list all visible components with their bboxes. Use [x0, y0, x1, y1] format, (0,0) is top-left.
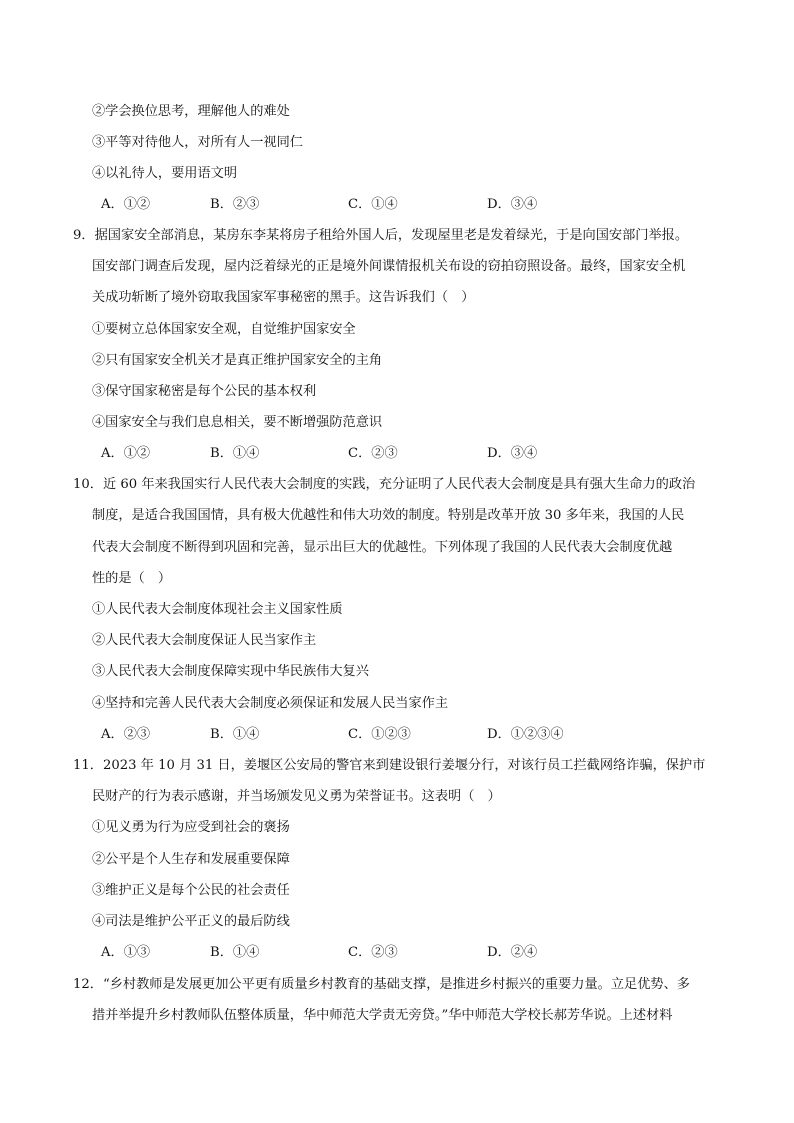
q9-choice-c[interactable]: C．②③	[348, 446, 398, 461]
q8-choice-c[interactable]: C．①④	[348, 197, 398, 212]
q11-stem-line-1: 11．2023 年 10 月 31 日，姜堰区公安局的警官来到建设银行姜堰分行，对该行员工拦截网络诈骗，保护市	[73, 758, 706, 773]
q10-option-2: ②人民代表大会制度保证人民当家作主	[92, 633, 317, 648]
q9-choice-a[interactable]: A．①②	[101, 446, 151, 461]
q9-choice-b[interactable]: B．①④	[210, 446, 260, 461]
q11-option-2: ②公平是个人生存和发展重要保障	[92, 852, 290, 867]
q9-stem-line-2: 国安部门调查后发现，屋内泛着绿光的正是境外间谍情报机关布设的窃拍窃照设备。最终，国家安全机	[92, 259, 686, 274]
q9-option-1: ①要树立总体国家安全观，自觉维护国家安全	[92, 322, 356, 337]
q10-stem-line-1: 10．近 60 年来我国实行人民代表大会制度的实践，充分证明了人民代表大会制度是具有强大生命力的政治	[73, 477, 696, 492]
q10-stem-line-2: 制度，是适合我国国情，具有极大优越性和伟大功效的制度。特别是改革开放 30 多年来，我国的人民	[92, 508, 685, 523]
q11-option-1: ①见义勇为行为应受到社会的褒扬	[92, 820, 290, 835]
q10-option-4: ④坚持和完善人民代表大会制度必须保证和发展人民当家作主	[92, 696, 449, 711]
q8-choice-a[interactable]: A．①②	[101, 197, 151, 212]
q10-stem-line-3: 代表大会制度不断得到巩固和完善，显示出巨大的优越性。下列体现了我国的人民代表大会制度优越	[92, 540, 673, 555]
q12-stem-line-2: 措并举提升乡村教师队伍整体质量，华中师范大学责无旁贷。”华中师范大学校长郝芳华说。上述材料	[92, 1008, 673, 1023]
q9-stem-line-1: 9．据国家安全部消息，某房东李某将房子租给外国人后，发现屋里老是发着绿光，于是向国安部门举报。	[73, 228, 689, 243]
q9-stem-line-3: 关成功斩断了境外窃取我国家军事秘密的黑手。这告诉我们（ ）	[92, 290, 475, 305]
q11-choice-a[interactable]: A．①③	[101, 945, 151, 960]
q9-option-2: ②只有国家安全机关才是真正维护国家安全的主角	[92, 353, 383, 368]
q11-stem-line-2: 民财产的行为表示感谢，并当场颁发见义勇为荣誉证书。这表明（ ）	[92, 789, 501, 804]
q10-choice-a[interactable]: A．②③	[101, 727, 151, 742]
q9-option-3: ③保守国家秘密是每个公民的基本权利	[92, 384, 317, 399]
q10-option-1: ①人民代表大会制度体现社会主义国家性质	[92, 602, 343, 617]
q9-option-4: ④国家安全与我们息息相关，要不断增强防范意识	[92, 415, 383, 430]
q11-choice-d[interactable]: D．②④	[487, 945, 538, 960]
q10-option-3: ③人民代表大会制度保障实现中华民族伟大复兴	[92, 664, 369, 679]
q10-choice-b[interactable]: B．①④	[210, 727, 260, 742]
q8-choice-d[interactable]: D．③④	[487, 197, 538, 212]
q10-choice-c[interactable]: C．①②③	[348, 727, 411, 742]
q9-choice-d[interactable]: D．③④	[487, 446, 538, 461]
q11-option-4: ④司法是维护公平正义的最后防线	[92, 914, 290, 929]
q10-stem-line-4: 性的是（ ）	[92, 571, 172, 586]
q12-stem-line-1: 12．“乡村教师是发展更加公平更有质量乡村教育的基础支撑，是推进乡村振兴的重要力量。立足优势、多	[73, 977, 690, 992]
q8-option-2: ②学会换位思考，理解他人的难处	[92, 104, 290, 119]
q11-option-3: ③维护正义是每个公民的社会责任	[92, 883, 290, 898]
q8-option-3: ③平等对待他人，对所有人一视同仁	[92, 135, 303, 150]
q8-choice-b[interactable]: B．②③	[210, 197, 260, 212]
q8-option-4: ④以礼待人，要用语文明	[92, 166, 238, 181]
q10-choice-d[interactable]: D．①②③④	[487, 727, 564, 742]
q11-choice-c[interactable]: C．②③	[348, 945, 398, 960]
q11-choice-b[interactable]: B．①④	[210, 945, 260, 960]
